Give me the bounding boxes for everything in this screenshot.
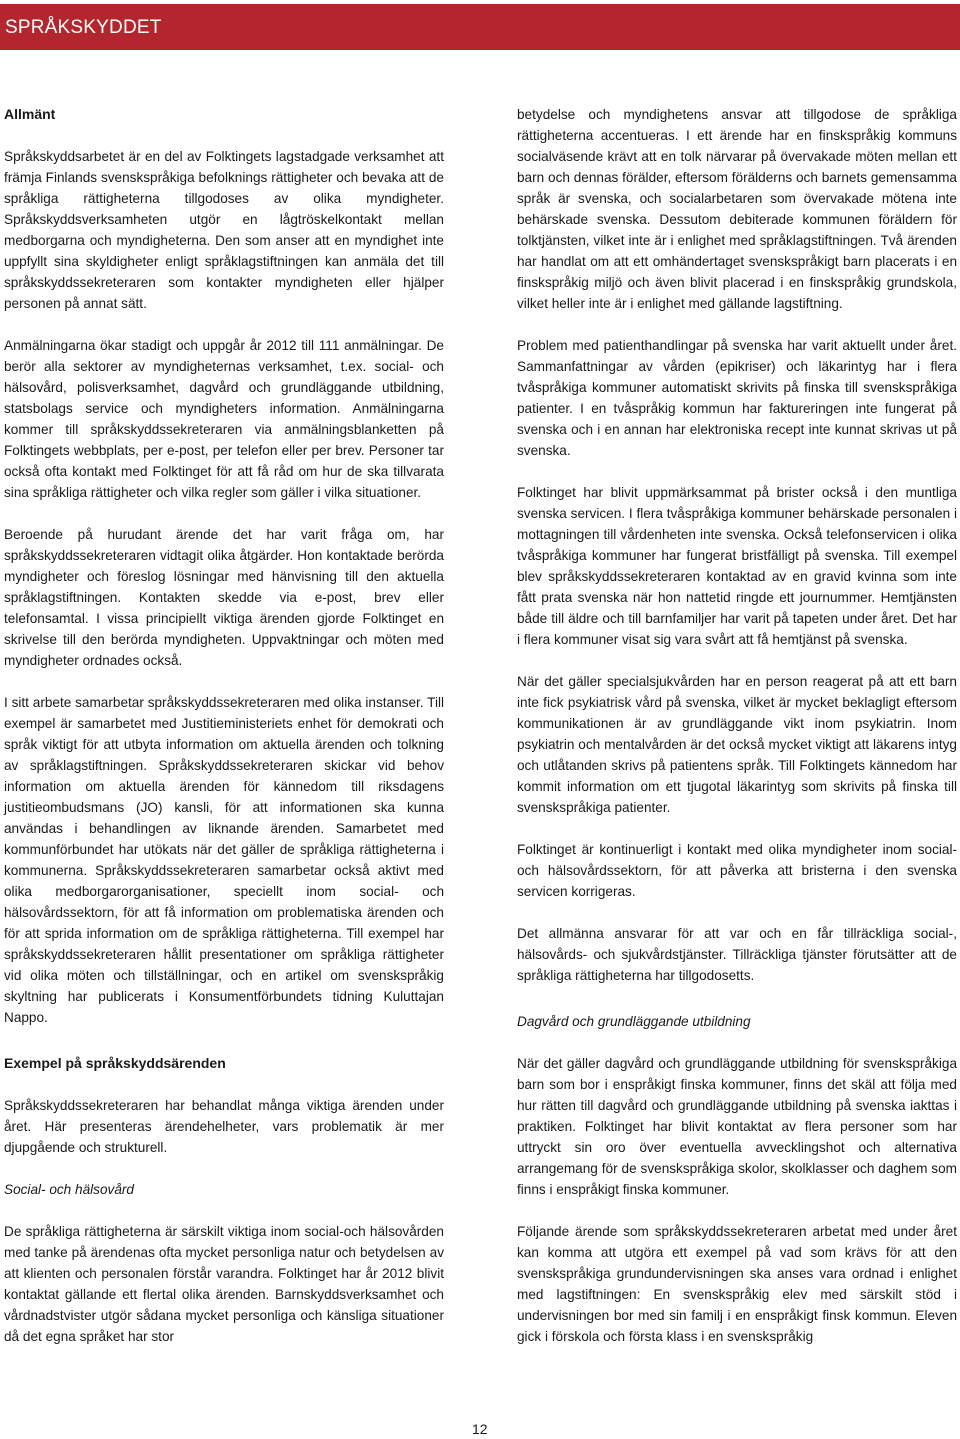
paragraph: Språkskyddsarbetet är en del av Folktingets lagstadgade verksamhet att främja Finlands svenskspråkiga befolknings rättigheter och bevaka att de språkliga rättigheterna tillgodoses av olika myndigheter. Språkskyddsverksamheten utgör en lågtröskelkontakt mellan medborgarna och myndigheterna. Den som anser att en myndighet inte uppfyllt sina skyldigheter enligt språklagstiftningen kan anmäla det till språkskyddssekreteraren som kontakter myndigheten eller hjälper personen på annat sätt. (4, 149, 444, 311)
paragraph: Problem med patienthandlingar på svenska har varit aktuellt under året. Sammanfattningar av vården (epikriser) och läkarintyg har i flera tvåspråkiga kommuner automatiskt skrivits på finska till svenskspråkiga patienter. I en tvåspråkig kommun har faktureringen inte fungerat på svenska och i en annan har elektroniska recept inte kunnat skrivas ut på svenska. (517, 338, 957, 458)
paragraph: De språkliga rättigheterna är särskilt viktiga inom social-och hälsovården med tanke på ärendenas ofta mycket personliga natur och betydelsen av att klienten och personalen förstår varandra. Folktinget har år 2012 blivit kontaktat gällande ett flertal olika ärenden. Barnskyddsverksamhet och vårdnadstvister utgör sådana mycket personliga och känsliga situationer då det egna språket har stor (4, 1224, 444, 1344)
subheading-daycare: Dagvård och grundläggande utbildning (517, 1014, 751, 1029)
paragraph: I sitt arbete samarbetar språkskyddssekreteraren med olika instanser. Till exempel är samarbetet med Justitieministeriets enhet för demokrati och språk viktigt för att utbyta information om aktuella ärenden och tolkning av språklagstiftningen. Språkskyddssekreteraren skickar vid behov information om aktuella ärenden för kännedom till riksdagens justitieombudsmans (JO) kansli, för att informationen ska kunna användas i behandlingen av liknande ärenden. Samarbetet med kommunförbundet har utökats när det gäller de språkliga rättigheterna i kommunerna. Språkskyddssekreteraren samarbetar också aktivt med olika medborgarorganisationer, speciellt inom social- och hälsovårdssektorn, för att få information om problematiska ärenden och för att sprida information om de språkliga rättigheterna. Till exempel har språkskyddssekreteraren hållit presentationer om språkliga rättigheter vid olika möten och tillställningar, och en artikel om svenskspråkig skyltning har publicerats i Konsumentförbundets tidning Kuluttajan Nappo. (4, 695, 444, 1025)
paragraph: betydelse och myndighetens ansvar att tillgodose de språkliga rättigheterna accentueras. I ett ärende har en finskspråkig kommuns socialväsende krävt att en tolk närvarar på övervakade möten mellan ett barn och dennas förälder, eftersom förälderns och barnets gemensamma språk är svenska, och socialarbetaren som övervakade mötena inte behärskade svenska. Dessutom debiterade kommunen föräldern för tolktjänsten, vilket inte är i enlighet med språklagstiftningen. Två ärenden har handlat om att ett omhändertaget svenskspråkigt barn placerats i en finskspråkig miljö och även blivit placerad i en finskspråkig grundskola, vilket heller inte är i enlighet med gällande lagstiftning. (517, 107, 957, 311)
page-number: 12 (472, 1421, 488, 1437)
section-banner (0, 4, 960, 50)
paragraph: Beroende på hurudant ärende det har varit fråga om, har språkskyddssekreteraren vidtagit olika åtgärder. Hon kontaktade berörda myndigheter och föreslog lösningar med hänvisning till den aktuella språklagstiftningen. Kontakten skedde via e-post, brev eller telefonsamtal. I vissa principiellt viktiga ärenden gjorde Folktinget en skrivelse till den berörda myndigheten. Uppvaktningar och möten med myndigheter ordnades också. (4, 527, 444, 668)
heading-examples: Exempel på språkskyddsärenden (4, 1055, 226, 1071)
left-column (4, 104, 444, 1347)
paragraph: Folktinget är kontinuerligt i kontakt med olika myndigheter inom social- och hälsovårdssektorn, för att påverka att bristerna i den svenska servicen korrigeras. (517, 842, 957, 899)
paragraph: Språkskyddssekreteraren har behandlat många viktiga ärenden under året. Här presenteras ärendehelheter, vars problematik är mer djupgående och strukturell. (4, 1098, 444, 1155)
section-title: SPRÅKSKYDDET (5, 17, 162, 38)
paragraph: Anmälningarna ökar stadigt och uppgår år 2012 till 111 anmälningar. De berör alla sektorer av myndigheternas verksamhet, t.ex. social- och hälsovård, polisverksamhet, dagvård och grundläggande utbildning, statsbolags service och myndigheters information. Anmälningarna kommer till språkskyddssekreteraren via anmälningsblanketten på Folktingets webbplats, per e-post, per telefon eller per brev. Personer tar också ofta kontakt med Folktinget för att få råd om hur de ska tillvarata sina språkliga rättigheter och vilka regler som gäller i vilka situationer. (4, 338, 444, 500)
paragraph: Folktinget har blivit uppmärksammat på brister också i den muntliga svenska servicen. I flera tvåspråkiga kommuner behärskade personalen i mottagningen till vårdenheten inte svenska. Också telefonservicen i olika tvåspråkiga kommuner har fungerat bristfälligt på svenska. Till exempel blev språkskyddssekreteraren kontaktad av en gravid kvinna som inte fått prata svenska när hon nattetid ringde ett journummer. Hemtjänsten både till äldre och till barnfamiljer har varit på tapeten under året. Det har i flera kommuner visat sig vara svårt att få hemtjänst på svenska. (517, 485, 957, 647)
heading-general: Allmänt (4, 106, 56, 122)
paragraph: Följande ärende som språkskyddssekreteraren arbetat med under året kan komma att utgöra ett exempel på vad som krävs för att den svenskspråkiga grundundervisningen ska anses vara ordnad i enlighet med lagstiftningen: En svenskspråkig elev med särskilt stöd i undervisningen bor med sin familj i en enspråkigt finsk kommun. Eleven gick i förskola och första klass i en svenskspråkig (517, 1224, 957, 1344)
paragraph: När det gäller dagvård och grundläggande utbildning för svenskspråkiga barn som bor i enspråkigt finska kommuner, finns det skäl att följa med hur rätten till dagvård och grundläggande utbildning på svenska iakttas i praktiken. Folktinget har blivit kontaktat av flera personer som har uttryckt sin oro över eventuella avvecklingshot och alternativa arrangemang för de svenskspråkiga skolor, skolklasser och daghem som finns i enspråkigt finska kommuner. (517, 1056, 957, 1197)
right-column (517, 104, 957, 1347)
paragraph: När det gäller specialsjukvården har en person reagerat på att ett barn inte fick psykiatrisk vård på svenska, vilket är mycket beklagligt eftersom kommunikationen är av grundläggande vikt inom psykiatrin. Inom psykiatrin och mentalvården är det också mycket viktigt att läkarens intyg och utlåtanden skrivs på patientens språk. Till Folktingets kännedom har kommit information om ett tjugotal läkarintyg som skrivits på finska till svenskspråkiga patienter. (517, 674, 957, 815)
paragraph: Det allmänna ansvarar för att var och en får tillräckliga social-, hälsovårds- och sjukvårdstjänster. Tillräckliga tjänster förutsätter att de språkliga rättigheterna har tillgodosetts. (517, 926, 957, 983)
subheading-social: Social- och hälsovård (4, 1182, 134, 1197)
